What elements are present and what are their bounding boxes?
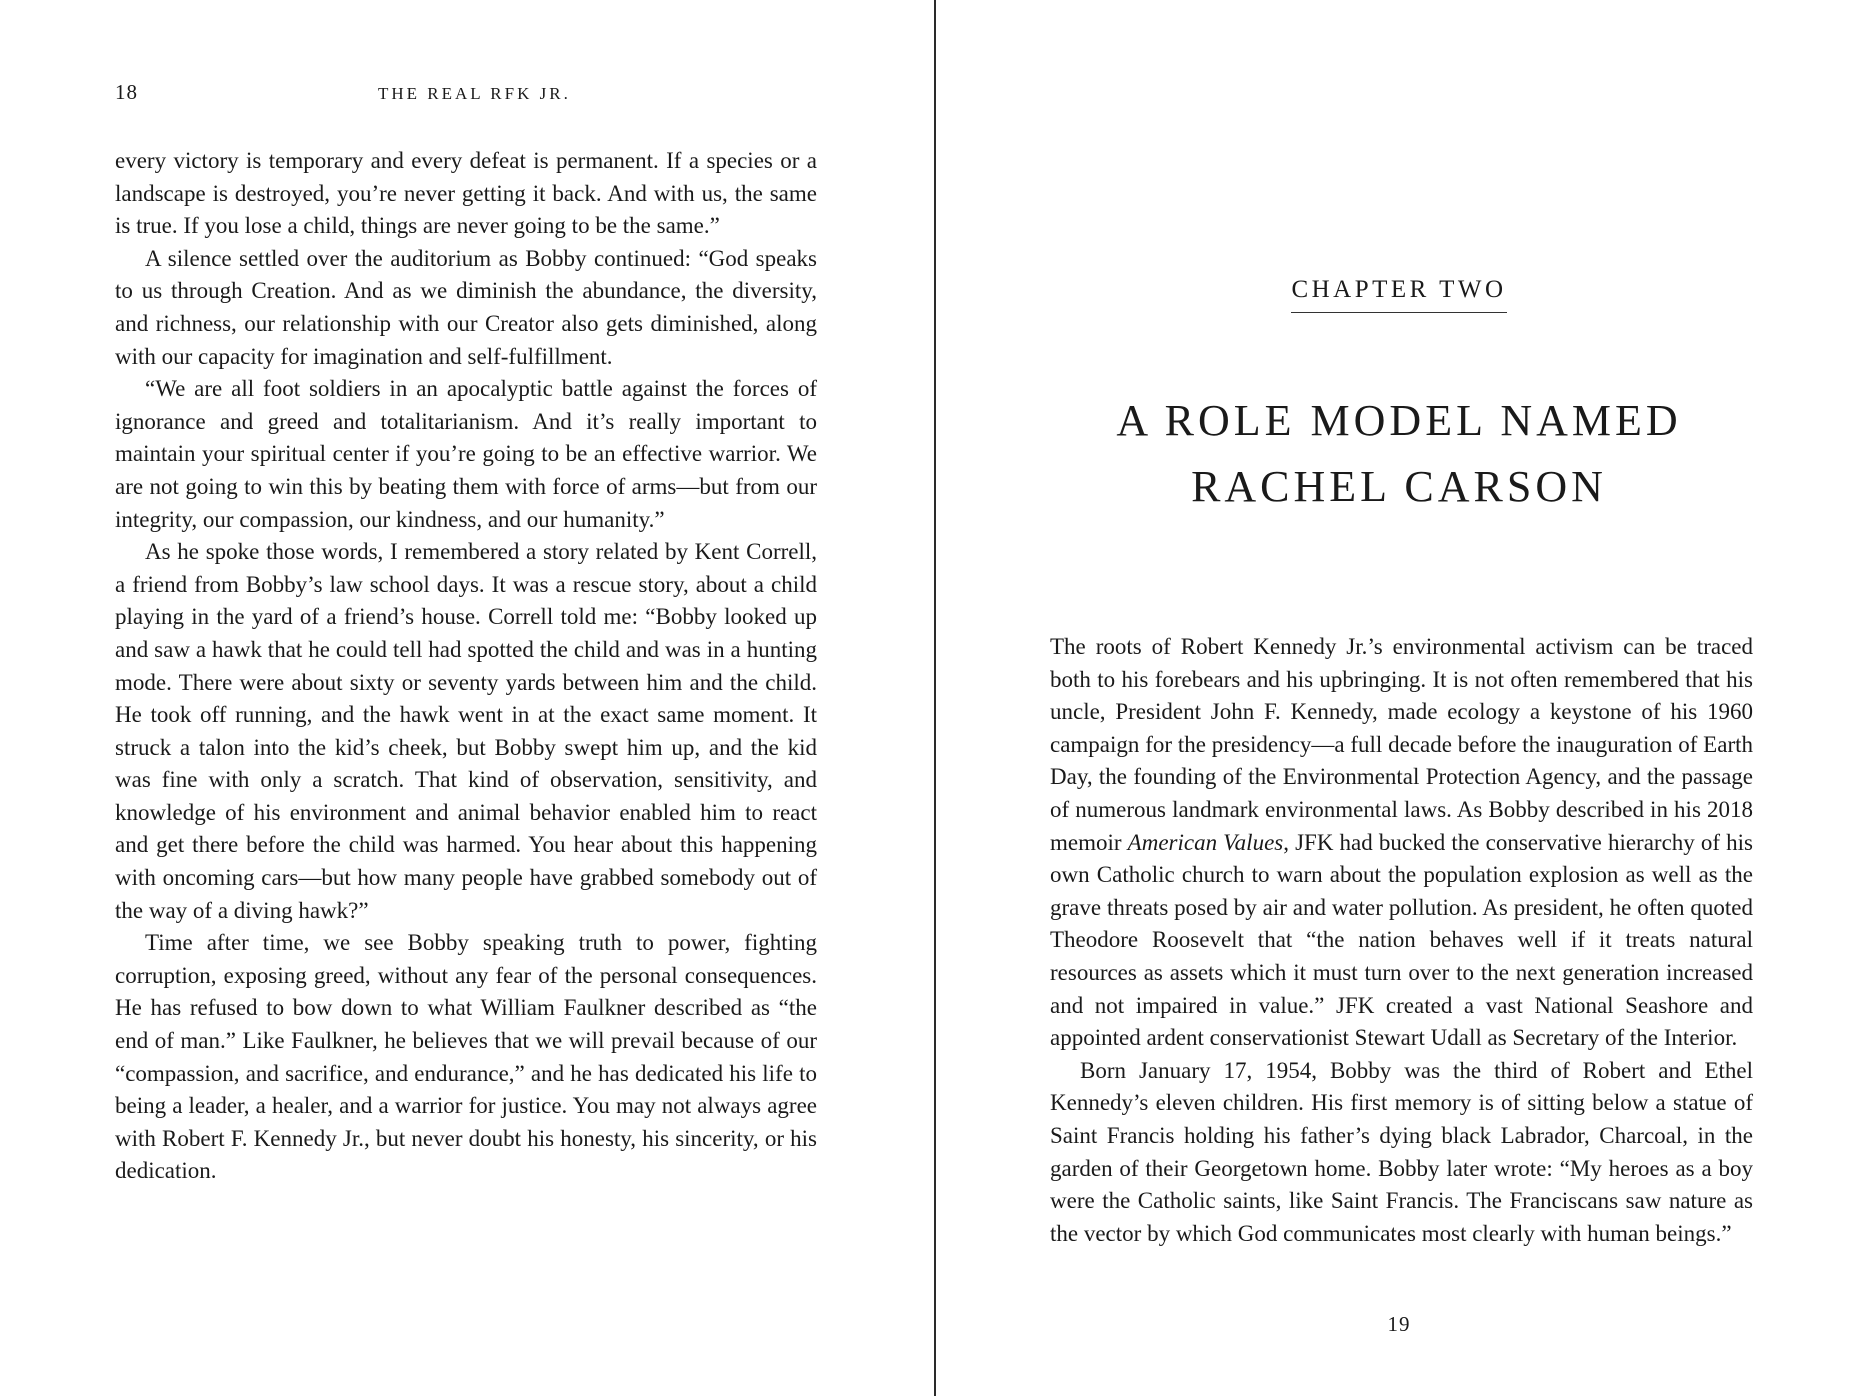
paragraph: As he spoke those words, I remembered a story related by Kent Correll, a friend from Bobby’s law school days. It was a rescue story, about a child playing in the yard of a friend’s house. Correll told me: “Bobby looked up and saw a hawk that he could tell had spotted the child and was in a hunting mode. There were about sixty or seventy yards between him and the child. He took off running, and the hawk went in at the exact same moment. It struck a talon into the kid’s cheek, but Bobby swept him up, and the kid was fine with only a scratch. That kind of observation, sensitivity, and knowledge of his environment and animal behavior enabled him to react and get there before the child was harmed. You hear about this happening with oncoming cars—but how many people have grabbed somebody out of the way of a diving hawk?” bbox=[115, 539, 817, 923]
paragraph: Time after time, we see Bobby speaking truth to power, fighting corruption, exposing greed, without any fear of the personal consequences. He has refused to bow down to what William Faulkner described as “the end of man.” Like Faulkner, he believes that we will prevail because of our “compassion, and sacrifice, and endurance,” and he has dedicated his life to being a leader, a healer, and a warrior for justice. You may not always agree with Robert F. Kennedy Jr., but never doubt his honesty, his sincerity, or his dedication. bbox=[115, 930, 817, 1184]
book-title-italic: American Values bbox=[1127, 829, 1284, 855]
right-page-body bbox=[1050, 631, 1753, 1250]
chapter-title-line-2: RACHEL CARSON bbox=[1191, 462, 1607, 511]
running-head: THE REAL RFK JR. bbox=[378, 84, 571, 103]
right-page bbox=[936, 0, 1862, 1396]
paragraph: every victory is temporary and every defeat is permanent. If a species or a landscape is destroyed, you’re never getting it back. And with us, the same is true. If you lose a child, things are never going to be the same.” bbox=[115, 148, 817, 239]
paragraph-text: The roots of Robert Kennedy Jr.’s environmental activism can be traced both to his forebears and his upbringing. It is not often remembered that his uncle, President John F. Kennedy, made ecology a keystone of his 1960 campaign for the presidency—a full decade before the inauguration of Earth Day, the founding of the Environmental Protection Agency, and the passage of numerous landmark environmental laws. As Bobby described in his 2018 memoir bbox=[1050, 634, 1753, 855]
chapter-label bbox=[936, 276, 1862, 313]
chapter-title-line-1: A ROLE MODEL NAMED bbox=[1116, 396, 1682, 445]
paragraph: Born January 17, 1954, Bobby was the third of Robert and Ethel Kennedy’s eleven children. His first memory is of sitting below a statue of Saint Francis holding his father’s dying black Labrador, Charcoal, in the garden of their Georgetown home. Bobby later wrote: “My heroes as a boy were the Catholic saints, like Saint Francis. The Franciscans saw nature as the vector by which God communicates most clearly with human beings.” bbox=[1050, 1057, 1753, 1246]
paragraph: A silence settled over the auditorium as Bobby continued: “God speaks to us through Creation. And as we diminish the abundance, the diversity, and richness, our relationship with our Creator also gets diminished, along with our capacity for imagination and self-fulfillment. bbox=[115, 245, 817, 369]
left-page-body bbox=[115, 145, 817, 1188]
paragraph-text: , JFK had bucked the conservative hierarchy of his own Catholic church to warn about the population explosion as well as the grave threats posed by air and water pollution. As president, he often quoted Theodore Roosevelt that “the nation behaves well if it treats natural resources as assets which it must turn over to the next generation increased and not impaired in value.” JFK created a vast National Seashore and appointed ardent conservationist Stewart Udall as Secretary of the Interior. bbox=[1050, 829, 1753, 1051]
chapter-title bbox=[936, 388, 1862, 520]
page-number-left: 18 bbox=[115, 80, 138, 104]
paragraph: “We are all foot soldiers in an apocalyptic battle against the forces of ignorance and greed and totalitarianism. And it’s really important to maintain your spiritual center if you’re going to be an effective warrior. We are not going to win this by beating them with force of arms—but from our integrity, our compassion, our kindness, and our humanity.” bbox=[115, 376, 817, 532]
paragraph bbox=[1050, 631, 1753, 1055]
page-number-right: 19 bbox=[1387, 1312, 1411, 1336]
chapter-label-text: CHAPTER TWO bbox=[1291, 276, 1506, 313]
